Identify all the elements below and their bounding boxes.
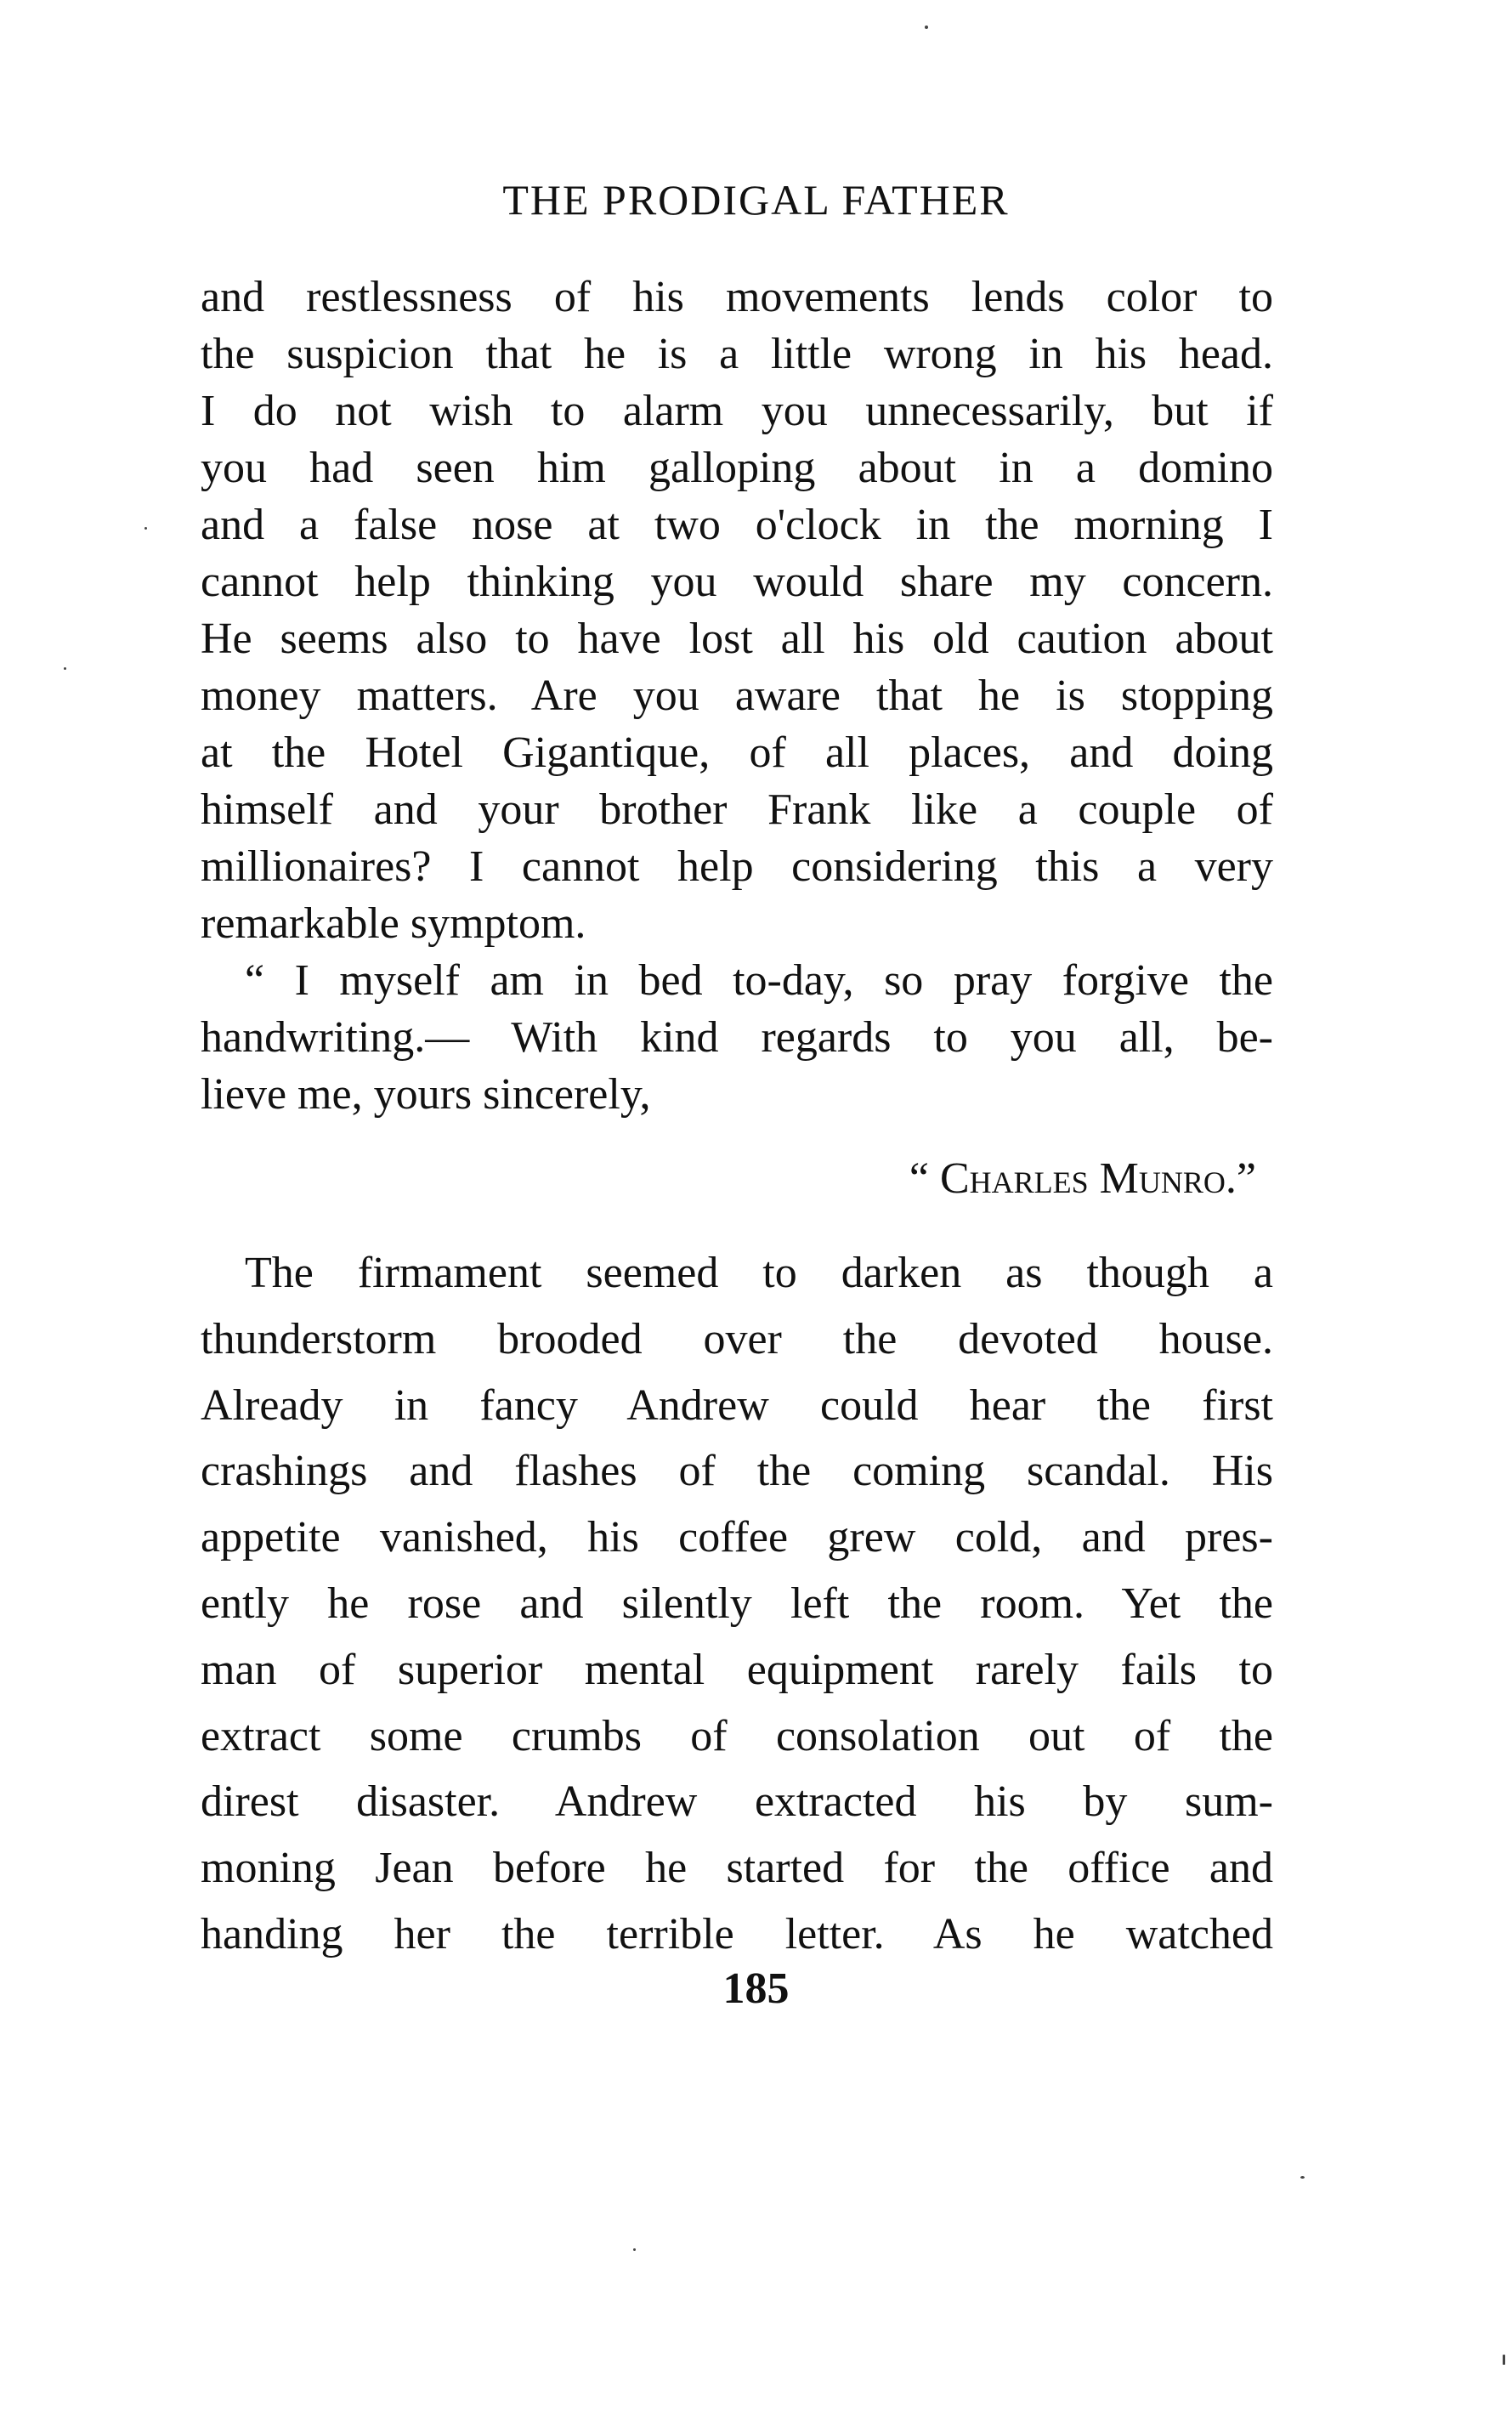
text-line: cannot help thinking you would share my concern. bbox=[201, 558, 1273, 606]
text-line: extract some crumbs of consolation out of the bbox=[201, 1711, 1273, 1760]
scan-speck bbox=[1300, 2176, 1305, 2179]
scan-speck bbox=[633, 2248, 636, 2251]
text-line: at the Hotel Gigantique, of all places, and doing bbox=[201, 728, 1273, 777]
letter-continuation-paragraph bbox=[201, 269, 1273, 952]
text-line: He seems also to have lost all his old caution about bbox=[201, 615, 1273, 663]
narrative-paragraph bbox=[201, 1240, 1273, 1968]
text-line: “ I myself am in bed to-day, so pray forgive the bbox=[245, 956, 1273, 1005]
text-line: lieve me, yours sincerely, bbox=[201, 1070, 651, 1119]
letter-signature: “ Charles Munro.” bbox=[909, 1154, 1256, 1203]
scan-speck bbox=[925, 26, 928, 29]
text-line: thunderstorm brooded over the devoted house. bbox=[201, 1314, 1273, 1363]
text-line: handing her the terrible letter. As he watched bbox=[201, 1909, 1273, 1958]
scan-speck bbox=[144, 527, 147, 530]
text-line: millionaires? I cannot help considering this a very bbox=[201, 842, 1273, 891]
text-line: ently he rose and silently left the room. Yet the bbox=[201, 1579, 1273, 1628]
text-line: himself and your brother Frank like a couple of bbox=[201, 785, 1273, 834]
text-line: appetite vanished, his coffee grew cold, and pres- bbox=[201, 1513, 1273, 1562]
text-line: man of superior mental equipment rarely fails to bbox=[201, 1645, 1273, 1694]
scan-speck bbox=[64, 667, 66, 670]
scan-speck bbox=[1503, 2355, 1505, 2365]
running-head: THE PRODIGAL FATHER bbox=[502, 176, 1010, 224]
text-line: remarkable symptom. bbox=[201, 899, 586, 948]
text-line: the suspicion that he is a little wrong in his head. bbox=[201, 330, 1273, 378]
text-line: and a false nose at two o'clock in the morning I bbox=[201, 501, 1273, 549]
text-line: Already in fancy Andrew could hear the first bbox=[201, 1380, 1273, 1430]
text-line: The firmament seemed to darken as though a bbox=[245, 1249, 1273, 1297]
text-line: money matters. Are you aware that he is stopping bbox=[201, 672, 1273, 720]
letter-closing-paragraph bbox=[201, 952, 1273, 1123]
text-line: you had seen him galloping about in a domino bbox=[201, 444, 1273, 492]
text-line: crashings and flashes of the coming scandal. His bbox=[201, 1447, 1273, 1496]
text-line: direst disaster. Andrew extracted his by sum- bbox=[201, 1777, 1273, 1827]
page-number: 185 bbox=[722, 1964, 790, 2013]
text-line: handwriting.— With kind regards to you all, be- bbox=[201, 1013, 1273, 1062]
text-line: I do not wish to alarm you unnecessarily, but if bbox=[201, 387, 1273, 435]
text-line: and restlessness of his movements lends color to bbox=[201, 273, 1273, 321]
text-line: moning Jean before he started for the office and bbox=[201, 1844, 1273, 1893]
